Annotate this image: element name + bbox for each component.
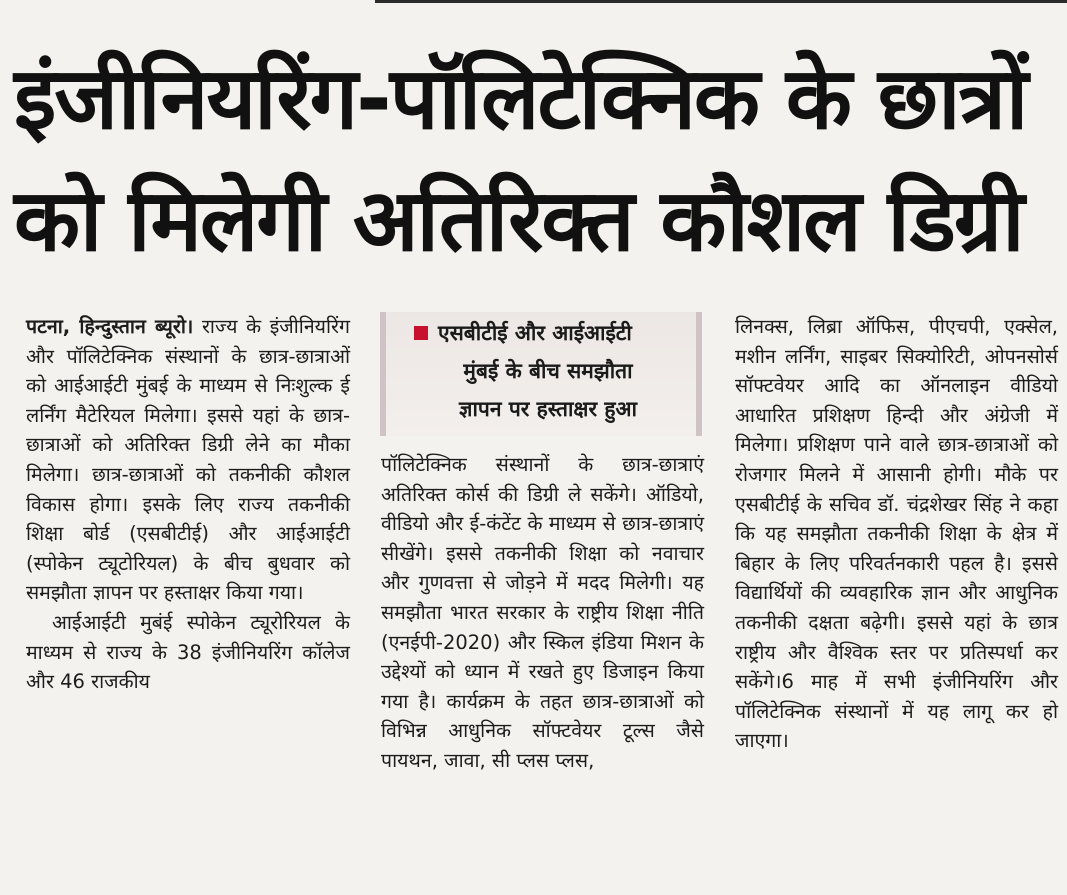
pull-quote-line-3: ज्ञापन पर हस्ताक्षर हुआ	[459, 397, 637, 421]
pull-quote-right-bar	[696, 312, 702, 436]
article-column-3	[735, 312, 1058, 756]
article-column-2	[381, 450, 704, 776]
dateline: पटना, हिन्दुस्तान ब्यूरो।	[26, 315, 194, 338]
article-paragraph-2: आईआईटी मुबंई स्पोकेन ट्यूरोरियल के माध्यम से राज्य के 38 इंजीनियरिंग कॉलेज और 46 राजकीय	[26, 610, 350, 694]
headline-line-2: को मिलेगी अतिरिक्त कौशल डिग्री	[14, 171, 1023, 271]
pull-quote-box	[380, 312, 702, 436]
headline-line-1: इंजीनियरिंग-पॉलिटेक्निक के छात्रों	[14, 49, 1027, 149]
article-paragraph-1-text: राज्य के इंजीनियरिंग और पॉलिटेक्निक संस्थानों के छात्र-छात्राओं को आईआईटी मुंबई के माध्यम से निःशुल्क ई लर्निंग मैटेरियल मिलेगा। इससे यहां के छात्र-छात्राओं को अतिरिक्त डिग्री लेने का मौका मिलेगा। छात्र-छात्राओं को तकनीकी कौशल विकास होगा। इसके लिए राज्य तकनीकी शिक्षा बोर्ड (एसबीटीई) और आईआईटी (स्पोकेन ट्यूटोरियल) के बीच बुधवार को समझौता ज्ञापन पर हस्ताक्षर किया गया।	[26, 315, 350, 605]
article-column-1	[26, 312, 350, 697]
red-square-bullet-icon	[414, 326, 428, 340]
top-rule	[375, 0, 1067, 3]
pull-quote-line-1: एसबीटीई और आईआईटी	[438, 321, 632, 345]
article-paragraph-1	[26, 312, 350, 608]
headline	[14, 38, 1054, 282]
article-column-3-text: लिनक्स, लिब्रा ऑफिस, पीएचपी, एक्सेल, मशीन लर्निंग, साइबर सिक्योरिटी, ओपनसोर्स सॉफ्टवेयर आदि का ऑनलाइन वीडियो आधारित प्रशिक्षण हिन्दी और अंग्रेजी में मिलेगा। प्रशिक्षण पाने वाले छात्र-छात्राओं को रोजगार मिलने में आसानी होगी। मौके पर एसबीटीई के सचिव डॉ. चंद्रशेखर सिंह ने कहा कि यह समझौता तकनीकी शिक्षा के क्षेत्र में बिहार के लिए परिवर्तनकारी पहल है। इससे विद्यार्थियों की व्यवहारिक ज्ञान और आधुनिक तकनीकी दक्षता बढ़ेगी। इससे यहां के छात्र राष्ट्रीय और वैश्विक स्तर पर प्रतिस्पर्धा कर सकेंगे।6 माह में सभी इंजीनियरिंग और पॉलिटेक्निक संस्थानों में यह लागू कर हो जाएगा।	[735, 315, 1058, 753]
pull-quote-left-bar	[380, 312, 386, 436]
pull-quote-line-2: मुंबई के बीच समझौता	[463, 359, 633, 383]
article-column-2-text: पॉलिटेक्निक संस्थानों के छात्र-छात्राएं अतिरिक्त कोर्स की डिग्री ले सकेंगे। ऑडियो, वीडियो और ई-कंटेंट के माध्यम से छात्र-छात्राएं सीखेंगे। इससे तकनीकी शिक्षा को नवाचार और गुणवत्ता से जोड़ने में मदद मिलेगी। यह समझौता भारत सरकार के राष्ट्रीय शिक्षा नीति (एनईपी-2020) और स्किल इंडिया मिशन के उद्देश्यों को ध्यान में रखते हुए डिजाइन किया गया है। कार्यक्रम के तहत छात्र-छात्राओं को विभिन्न आधुनिक सॉफ्टवेयर टूल्स जैसे पायथन, जावा, सी प्लस प्लस,	[381, 453, 704, 772]
pull-quote-text	[438, 314, 688, 428]
